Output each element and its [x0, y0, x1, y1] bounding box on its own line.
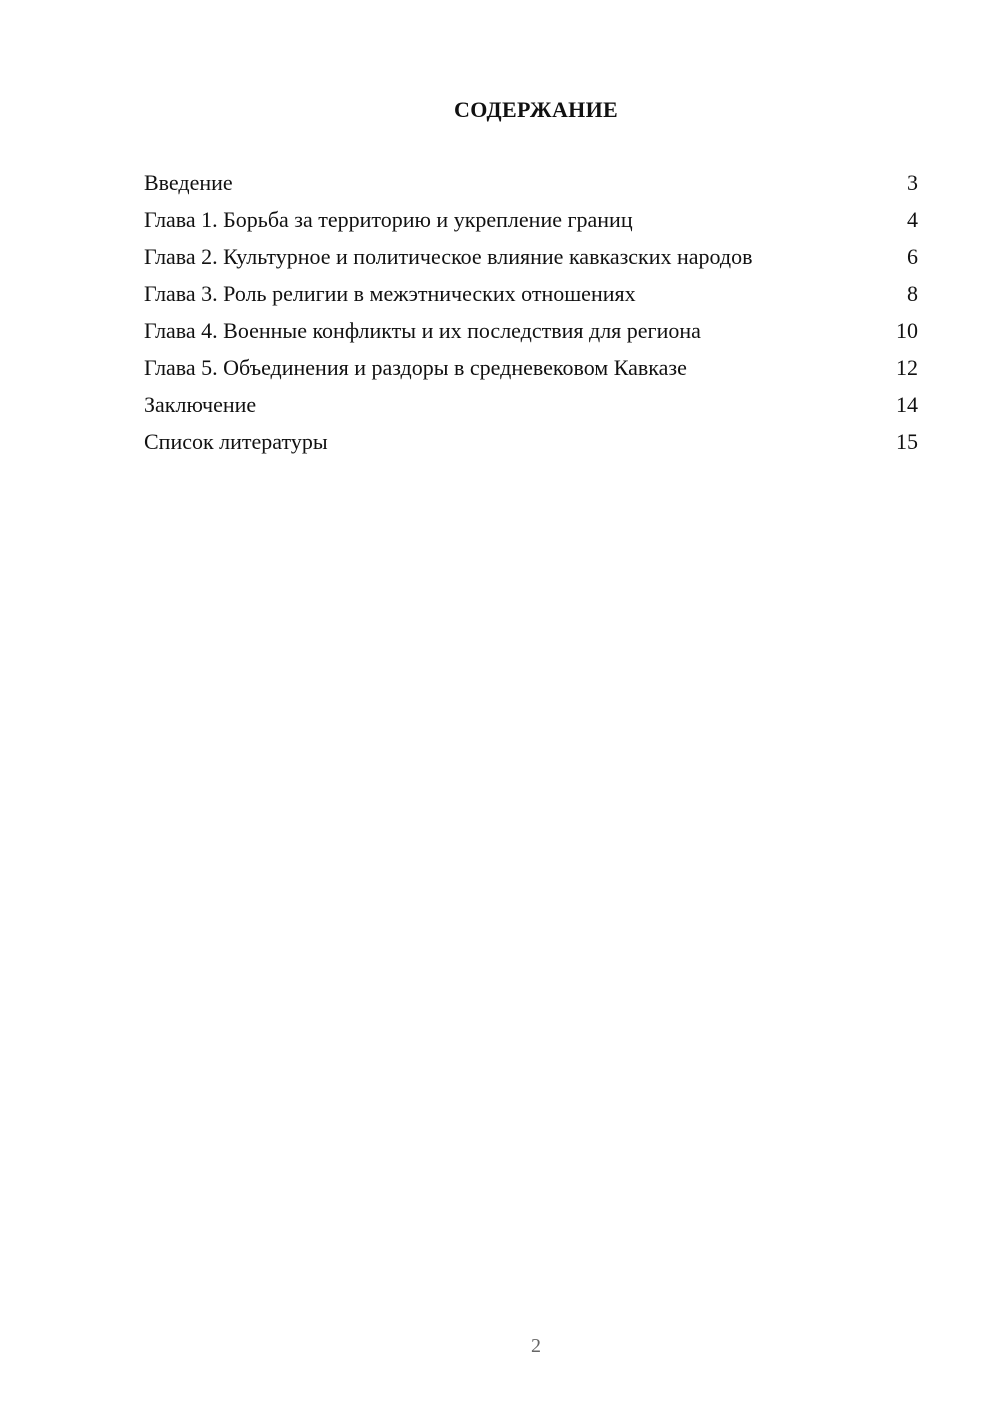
- toc-entry-page: 15: [896, 429, 918, 454]
- toc-entry-label: Глава 1. Борьба за территорию и укрепление границ: [144, 207, 633, 232]
- toc-entry-chapter-4[interactable]: [144, 318, 918, 344]
- toc-entry-bibliography[interactable]: [144, 429, 918, 455]
- toc-entry-chapter-5[interactable]: [144, 355, 918, 381]
- toc-entry-page: 3: [907, 170, 918, 195]
- toc-entry-page: 6: [907, 244, 918, 269]
- toc-entry-page: 4: [907, 207, 918, 232]
- page-title: СОДЕРЖАНИЕ: [454, 97, 618, 122]
- toc-entry-chapter-1[interactable]: [144, 207, 918, 233]
- toc-entry-page: 12: [896, 355, 918, 380]
- toc-entry-label: Глава 4. Военные конфликты и их последствия для региона: [144, 318, 701, 343]
- toc-entry-label: Заключение: [144, 392, 257, 417]
- toc-entry-introduction[interactable]: [144, 170, 918, 196]
- toc-entry-page: 14: [896, 392, 918, 417]
- table-of-contents: [144, 170, 918, 466]
- toc-entry-label: Глава 2. Культурное и политическое влияние кавказских народов: [144, 244, 753, 269]
- toc-entry-label: Глава 3. Роль религии в межэтнических отношениях: [144, 281, 636, 306]
- page-number: 2: [531, 1335, 541, 1357]
- toc-entry-label: Введение: [144, 170, 233, 195]
- toc-entry-label: Глава 5. Объединения и раздоры в средневековом Кавказе: [144, 355, 687, 380]
- toc-entry-page: 10: [896, 318, 918, 343]
- toc-entry-chapter-2[interactable]: [144, 244, 918, 270]
- toc-entry-conclusion[interactable]: [144, 392, 918, 418]
- toc-entry-label: Список литературы: [144, 429, 328, 454]
- toc-entry-page: 8: [907, 281, 918, 306]
- toc-entry-chapter-3[interactable]: [144, 281, 918, 307]
